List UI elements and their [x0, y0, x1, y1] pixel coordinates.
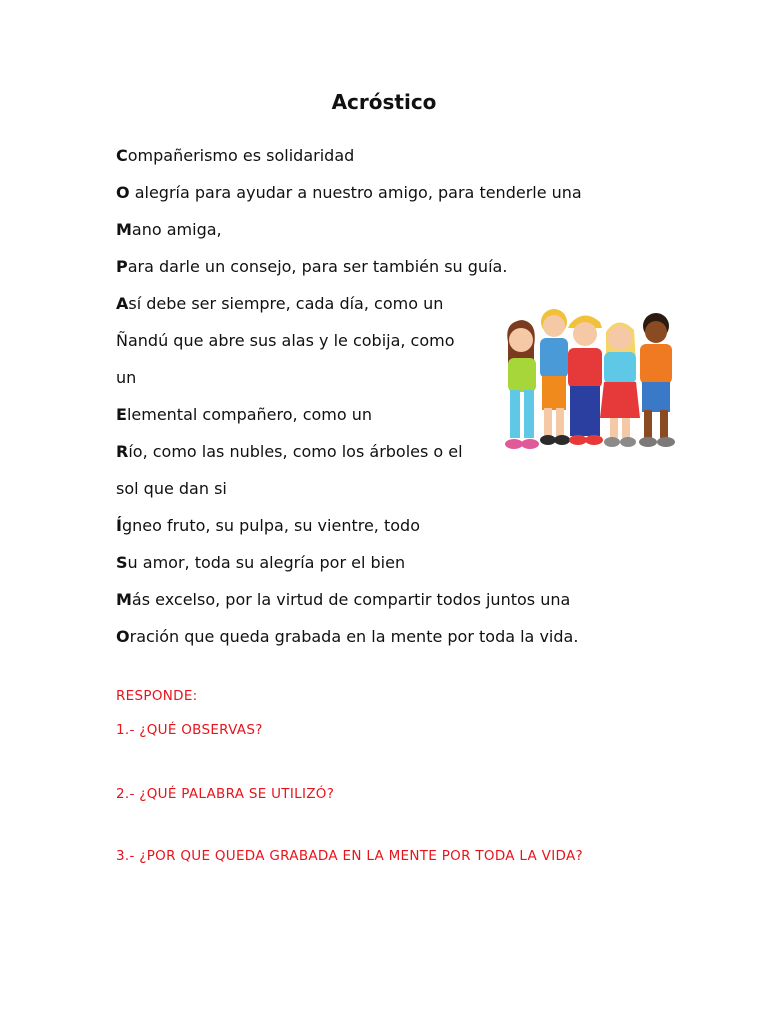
acrostic-line-11: [116, 516, 420, 536]
line-initial: M: [116, 220, 132, 239]
page-title: Acróstico: [331, 90, 437, 114]
line-text: sí debe ser siempre, cada día, como un: [128, 294, 444, 313]
line-text: un: [116, 368, 137, 387]
line-initial: M: [116, 590, 132, 609]
line-initial: O: [116, 627, 130, 646]
acrostic-line-4: [116, 257, 507, 277]
question-2: 2.- ¿QUÉ PALABRA SE UTILIZÓ?: [116, 786, 335, 802]
line-text: ración que queda grabada en la mente por toda la vida.: [129, 627, 579, 646]
line-initial: Í: [116, 516, 122, 535]
line-text: alegría para ayudar a nuestro amigo, para tenderle una: [129, 183, 582, 202]
line-text: Ñandú que abre sus alas y le cobija, como: [116, 331, 455, 350]
acrostic-line-5: [116, 294, 443, 314]
child-figure: [568, 315, 603, 445]
questions-heading: RESPONDE:: [116, 688, 198, 704]
line-initial: S: [116, 553, 128, 572]
question-3: 3.- ¿POR QUE QUEDA GRABADA EN LA MENTE POR TODA LA VIDA?: [116, 848, 583, 864]
line-text: u amor, toda su alegría por el bien: [127, 553, 406, 572]
line-text: lemental compañero, como un: [126, 405, 373, 424]
line-initial: O: [116, 183, 130, 202]
acrostic-line-13: [116, 590, 570, 610]
acrostic-line-9: [116, 442, 463, 462]
line-text: ara darle un consejo, para ser también su guía.: [127, 257, 508, 276]
line-text: ompañerismo es solidaridad: [127, 146, 355, 165]
line-initial: A: [116, 294, 129, 313]
line-initial: R: [116, 442, 129, 461]
acrostic-line-12: [116, 553, 405, 573]
question-1: 1.- ¿QUÉ OBSERVAS?: [116, 722, 263, 738]
line-initial: C: [116, 146, 128, 165]
line-initial: E: [116, 405, 127, 424]
child-figure: [639, 313, 675, 447]
acrostic-line-8: [116, 405, 372, 425]
acrostic-line-7: [116, 368, 136, 388]
line-text: ás excelso, por la virtud de compartir todos juntos una: [131, 590, 571, 609]
line-text: sol que dan si: [116, 479, 227, 498]
child-figure: [600, 322, 640, 447]
acrostic-line-3: [116, 220, 222, 240]
acrostic-line-6: [116, 331, 455, 351]
line-text: ano amiga,: [131, 220, 222, 239]
line-text: gneo fruto, su pulpa, su vientre, todo: [121, 516, 420, 535]
child-figure: [505, 320, 539, 449]
acrostic-line-1: [116, 146, 354, 166]
line-initial: P: [116, 257, 128, 276]
group-of-children-illustration: [494, 302, 690, 458]
acrostic-line-14: [116, 627, 578, 647]
line-text: ío, como las nubles, como los árboles o el: [128, 442, 463, 461]
child-figure: [540, 309, 570, 445]
acrostic-line-2: [116, 183, 582, 203]
acrostic-line-10: [116, 479, 227, 499]
